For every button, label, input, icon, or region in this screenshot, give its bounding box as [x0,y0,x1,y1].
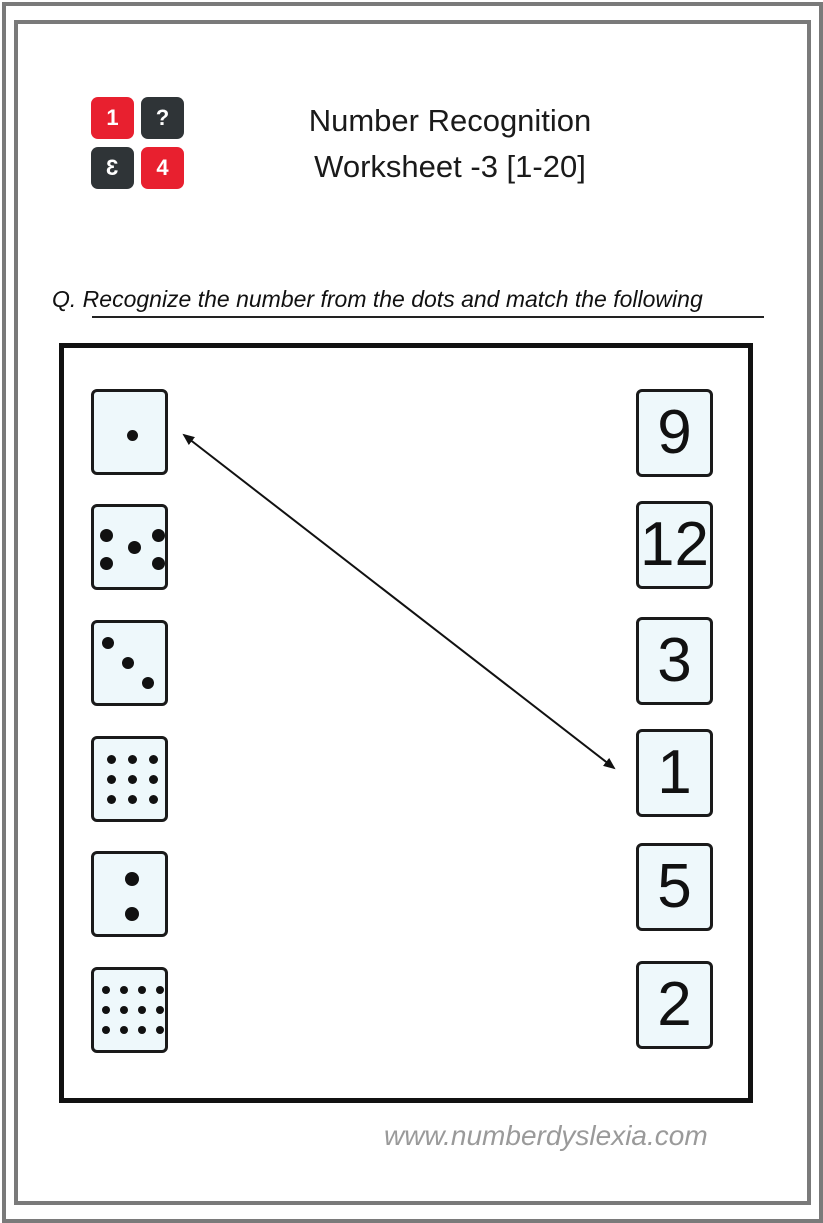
number-label: 9 [657,398,692,467]
die-dot [128,795,137,804]
die-dot [125,907,139,921]
number-box-2[interactable] [636,501,713,589]
number-label: 3 [657,626,692,695]
die-dot [102,637,114,649]
die-dot [128,775,137,784]
die-dot [128,755,137,764]
die-dot [100,557,113,570]
die-dot [138,1026,146,1034]
die-dot [142,677,154,689]
title-line-1: Number Recognition [308,103,592,138]
die-dot [149,775,158,784]
number-box-4[interactable] [636,729,713,817]
die-dot [120,1006,128,1014]
die-dot [107,755,116,764]
dot-die-2[interactable] [91,504,168,590]
logo-tile-question: ? [141,97,184,139]
question-underline [92,316,764,318]
dot-die-3[interactable] [91,620,168,706]
logo-tile-1: 1 [91,97,134,139]
dot-die-4[interactable] [91,736,168,822]
dot-die-6[interactable] [91,967,168,1053]
number-label: 5 [657,852,692,921]
dot-die-5[interactable] [91,851,168,937]
die-dot [149,795,158,804]
die-dot [149,755,158,764]
die-dot [138,986,146,994]
worksheet-title [240,98,660,190]
number-box-1[interactable] [636,389,713,477]
logo [91,97,185,189]
number-box-6[interactable] [636,961,713,1049]
number-label: 2 [657,970,692,1039]
number-box-5[interactable] [636,843,713,931]
die-dot [120,1026,128,1034]
number-label: 12 [640,510,709,579]
dot-die-1[interactable] [91,389,168,475]
die-dot [107,795,116,804]
die-dot [120,986,128,994]
die-dot [138,1006,146,1014]
die-dot [122,657,134,669]
logo-tile-3-mirrored: 3 [91,147,134,189]
title-line-2: Worksheet -3 [1-20] [314,149,586,184]
number-box-3[interactable] [636,617,713,705]
die-dot [156,986,164,994]
die-dot [102,986,110,994]
die-dot [128,541,141,554]
die-dot [127,430,138,441]
question-text: Q. Recognize the number from the dots and match the following [52,286,703,312]
die-dot [152,557,165,570]
die-dot [125,872,139,886]
die-dot [152,529,165,542]
footer-url: www.numberdyslexia.com [384,1120,708,1151]
logo-tile-4: 4 [141,147,184,189]
die-dot [102,1026,110,1034]
die-dot [100,529,113,542]
die-dot [107,775,116,784]
die-dot [156,1026,164,1034]
die-dot [102,1006,110,1014]
number-label: 1 [657,738,692,807]
die-dot [156,1006,164,1014]
